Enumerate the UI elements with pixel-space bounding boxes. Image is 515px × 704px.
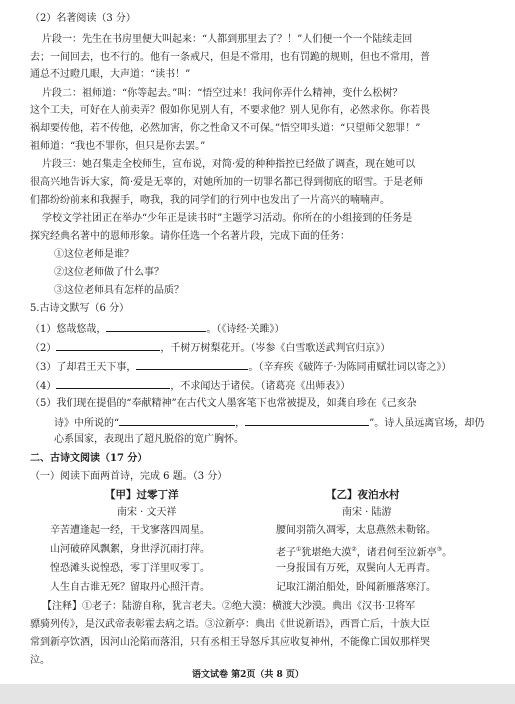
dictation-item-3	[30, 359, 452, 374]
passage-3-line-2: 很高兴地告诉大家，简·爱是无辜的，对她所加的一切罪名都已得到彻底的昭雪。于是老师	[30, 177, 424, 188]
dictation-5-comma: ，	[235, 418, 246, 429]
passage-3-line-3: 们都纷纷前来和我握手，吻我，我的同学们的行列中也发出了一片高兴的喃喃声。	[30, 195, 390, 206]
dictation-1-blank[interactable]	[106, 321, 206, 332]
annotation-line-4: 泣。	[30, 655, 50, 666]
note-marker-3: ③	[436, 546, 443, 553]
part-2-subtitle: （一）阅读下面两首诗，完成 6 题。（3 分）	[30, 471, 228, 482]
dictation-5-prefix: 诗》中所说的“	[54, 418, 120, 429]
passage-2-line-4: 祖师道：“我也不罪你，但只是你去罢。”	[30, 141, 206, 152]
poem-b-line-2	[276, 543, 452, 559]
section-title-classics-reading: （2）名著阅读（3 分）	[30, 13, 136, 24]
dictation-5-suffix: ”。诗人虽远离官场，却仍	[369, 418, 485, 429]
annotation-line-3: 常到新亭饮酒，因河山沦陷而落泪，只有丞相王导怒斥其应收复神州，不能像亡国奴那样哭	[30, 637, 430, 648]
poem-b-line-2-part-a: 老子	[276, 547, 296, 559]
annotation-line-2: 骠骑列传》，是汉武帝表彰霍去病之语。③泣新亭：典出《世说新语》，西晋亡后，十族大臣	[30, 619, 430, 630]
dictation-item-5-line-1: （5）我们现在提倡的“奉献精神”在古代文人墨客笔下也常被提及，如龚自珍在《己亥杂	[30, 398, 417, 409]
dictation-1-suffix: 。（《诗经·关雎》）	[206, 324, 285, 335]
passage-2-line-3: 祸却要传他，若不传他，必然加害，你之性命又不可保。”悟空叩头道：“只望师父恕罪！”	[30, 123, 421, 134]
dictation-item-4	[30, 378, 350, 393]
poem-b-line-2-part-d: 。	[442, 547, 453, 559]
poem-a-author: 南宋 · 文天祥	[117, 507, 177, 518]
poem-a-line-2: 山河破碎风飘絮，身世浮沉雨打萍。	[50, 544, 210, 555]
dictation-3-suffix: 。（辛弃疾《破阵子·为陈同甫赋壮词以寄之》）	[248, 362, 452, 373]
poem-a-line-4: 人生自古谁无死？留取丹心照汗青。	[50, 582, 210, 593]
question-2: ②这位老师做了什么事？	[54, 267, 164, 278]
dictation-item-2	[30, 340, 390, 355]
poem-b-line-2-part-b: 犹堪绝大漠	[301, 547, 352, 559]
passage-1-line-3: 通总不过瞪几眼，大声道：“读书！”	[30, 69, 191, 80]
dictation-item-5-line-2	[54, 415, 484, 430]
poem-a-line-3: 惶恐滩头说惶恐，零丁洋里叹零丁。	[50, 563, 210, 574]
dictation-5-blank-1[interactable]	[119, 415, 235, 426]
passage-1-line-1: 片段一：先生在书房里便大叫起来：“人都到那里去了？！”人们便一个一个陆续走回	[42, 34, 413, 45]
dictation-item-1	[30, 321, 285, 336]
dictation-2-blank[interactable]	[56, 340, 160, 351]
passage-1-line-2: 去；一间回去，也不行的。他有一条戒尺，但是不常用，也有罚跪的规则，但也不常用，普	[30, 52, 430, 63]
passage-2-line-1: 片段二：祖师道：“你等起去。”叫：“悟空过来！我问你弄什么精神，变什么松树？	[42, 88, 403, 99]
dictation-2-suffix: ，千树万树梨花开。（岑参《白雪歌送武判官归京》）	[160, 343, 391, 354]
dictation-2-prefix: （2）	[30, 343, 57, 354]
poem-b-line-1: 腰间羽箭久凋零，太息燕然未勒铭。	[276, 525, 436, 536]
question-1: ①这位老师是谁？	[54, 249, 134, 260]
viewer-bottom-bar	[0, 684, 515, 704]
poem-a-title: 【甲】过零丁洋	[105, 489, 179, 501]
dictation-4-suffix: ，不求闻达于诸侯。（诸葛亮《出师表》）	[170, 381, 351, 392]
passage-2-line-2: 这个工夫，可好在人前卖弄？假如你见别人有，不要求他？别人见你有，必然求你。你若畏	[30, 105, 430, 116]
poem-a-line-1: 辛苦遭逢起一经，干戈寥落四周星。	[50, 525, 210, 536]
section-title-poetry-dictation: 5.古诗文默写（6 分）	[30, 303, 130, 314]
dictation-item-5-line-3: 心系国家，表现出了超凡脱俗的宽广胸怀。	[54, 434, 244, 445]
passage-3-line-1: 片段三：她召集走全校师生，宣布说，对简·爱的种种指控已经做了调查，现在她可以	[42, 159, 416, 170]
dictation-3-prefix: （3）了却君王天下事，	[30, 362, 137, 373]
dictation-4-prefix: （4）	[30, 381, 57, 392]
dictation-1-prefix: （1）悠哉悠哉，	[30, 324, 107, 335]
poem-b-line-2-part-c: ，诸君何至泣新亭	[356, 547, 437, 559]
annotation-line-1: 【注释】①老子：陆游自称，犹言老夫。②绝大漠：横渡大沙漠。典出《汉书·卫将军	[42, 601, 416, 612]
dictation-3-blank[interactable]	[136, 359, 248, 370]
dictation-4-blank[interactable]	[56, 378, 170, 389]
note-marker-2: ②	[351, 546, 357, 553]
poem-b-line-4: 记取江湖泊船处，卧闻新雁落寒汀。	[276, 582, 436, 593]
task-line-1: 学校文学社团正在举办“少年正是读书时”主题学习活动。你所在的小组接到的任务是	[42, 213, 413, 224]
dictation-5-blank-2[interactable]	[245, 415, 369, 426]
poem-b-line-3: 一身报国有万死，双鬓向人无再青。	[276, 563, 436, 574]
note-marker-1: ①	[296, 546, 302, 553]
page-footer: 语文试卷 第2页（共 8 页）	[192, 670, 304, 680]
part-2-title: 二、古诗文阅读（17 分）	[30, 453, 148, 464]
poem-b-title: 【乙】夜泊水村	[326, 489, 400, 501]
question-3: ③这位老师具有怎样的品质？	[54, 285, 184, 296]
task-line-2: 探究经典名著中的恩师形象。请你任选一个名著片段，完成下面的任务：	[30, 231, 350, 242]
poem-b-author: 南宋 · 陆游	[342, 507, 392, 518]
